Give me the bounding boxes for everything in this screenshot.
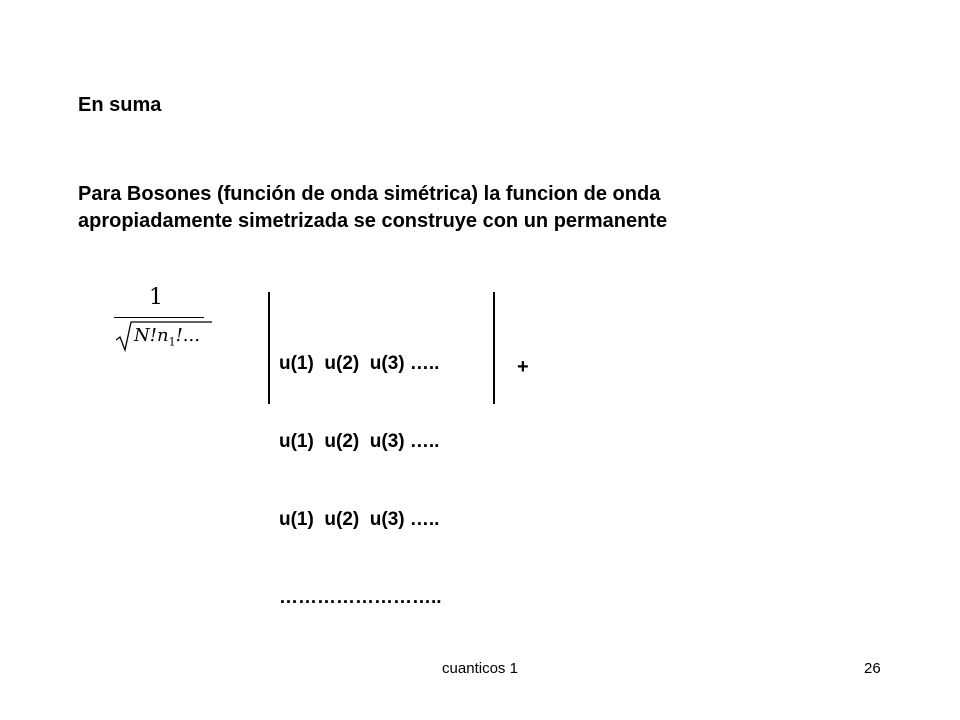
permanent-row: …………………….. — [279, 587, 442, 608]
footer-title: cuanticos 1 — [442, 660, 518, 677]
page-number: 26 — [864, 660, 881, 677]
permanent-row: u(1) u(2) u(3) ….. — [279, 431, 440, 452]
paragraph-line-2: apropiadamente simetrizada se construye con un permanente — [78, 210, 668, 232]
fraction-denominator — [116, 320, 212, 352]
permanent-left-bar — [268, 292, 270, 404]
permanent-right-bar — [493, 292, 495, 404]
slide-heading: En suma — [78, 94, 162, 116]
fraction-bar — [114, 317, 204, 318]
normalization-fraction — [108, 286, 204, 356]
paragraph-line-1: Para Bosones (función de onda simétrica) la funcion de onda — [78, 183, 661, 205]
permanent-matrix — [268, 292, 498, 608]
denominator-expression — [134, 326, 200, 353]
permanent-row: u(1) u(2) u(3) ….. — [279, 509, 440, 530]
slide-paragraph — [78, 181, 898, 235]
permanent-row: u(1) u(2) u(3) ….. — [279, 353, 440, 374]
permanent-rows — [279, 299, 442, 663]
plus-sign: + — [517, 356, 529, 378]
denominator-subscript: 1 — [168, 335, 176, 349]
denominator-suffix: !... — [175, 325, 200, 346]
denominator-prefix: N!n — [134, 325, 169, 346]
fraction-numerator: 1 — [149, 285, 163, 310]
